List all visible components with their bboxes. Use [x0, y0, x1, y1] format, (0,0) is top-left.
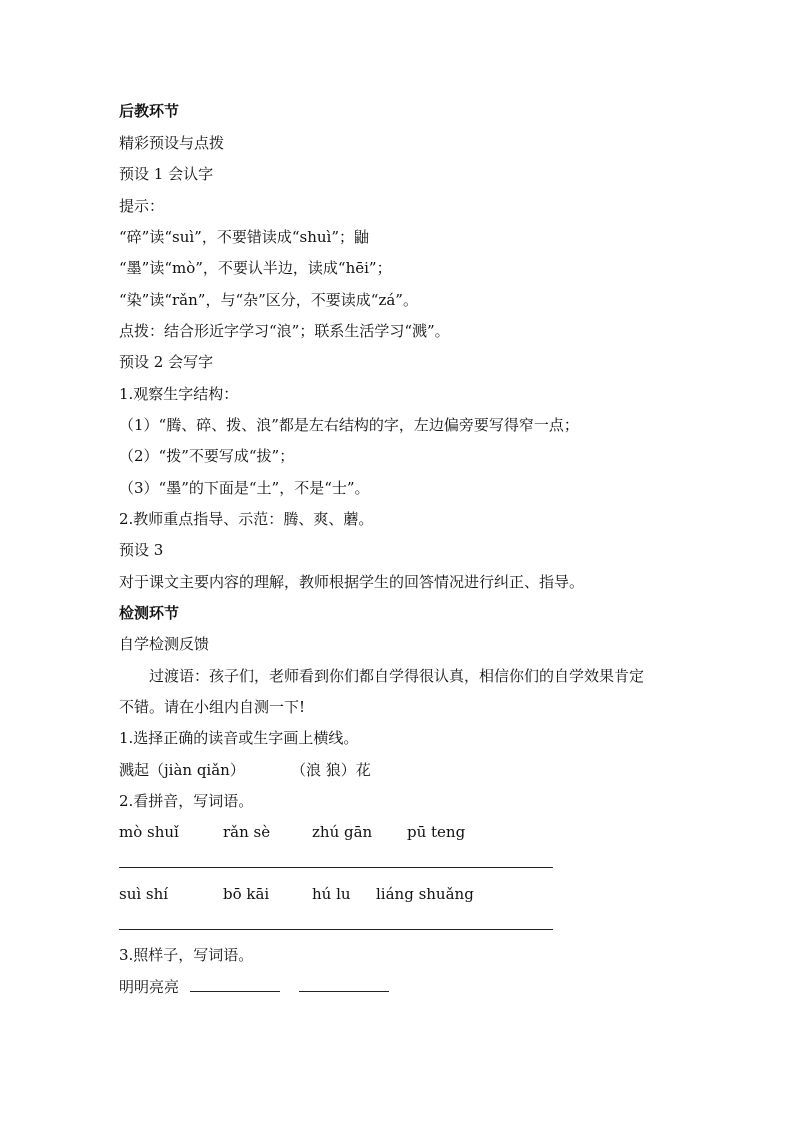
pinyin-word: bō kāi	[223, 885, 270, 903]
exercise-3-example	[119, 977, 389, 997]
structure-item-2: （2）“拨”不要写成“拔”；	[119, 447, 295, 465]
transition-text: 过渡语：孩子们，老师看到你们都自学得很认真，相信你们的自学效果肯定	[149, 667, 645, 685]
subheading-self-test: 自学检测反馈	[119, 635, 210, 653]
pinyin-word: hú lu	[312, 885, 351, 903]
hint-line-1: “碎”读“suì”，不要错读成“shuì”；鼬	[119, 228, 369, 246]
hint-line-3: “染”读“rǎn”，与“杂”区分，不要读成“zá”。	[119, 291, 418, 309]
structure-item-3: （3）“墨”的下面是“土”，不是“士”。	[119, 479, 370, 497]
example-word: 明明亮亮	[119, 978, 180, 996]
pinyin-row-2	[119, 884, 559, 904]
section-heading-teaching: 后教环节	[119, 102, 180, 120]
exercise-2-title: 2.看拼音，写词语。	[119, 792, 254, 810]
pinyin-word: suì shí	[119, 885, 169, 903]
exercise-3-title: 3.照样子，写词语。	[119, 946, 254, 964]
pinyin-word: liáng shuǎng	[376, 885, 474, 903]
preset-3-title: 预设 3	[119, 541, 164, 559]
preset-3-text: 对于课文主要内容的理解，教师根据学生的回答情况进行纠正、指导。	[119, 573, 585, 591]
preset-1-title: 预设 1 会认字	[119, 165, 214, 183]
structure-item-1: （1）“腾、碎、拨、浪”都是左右结构的字，左边偏旁要写得窄一点；	[119, 416, 579, 434]
pinyin-word: pū teng	[407, 823, 466, 841]
exercise-1-title: 1.选择正确的读音或生字画上横线。	[119, 729, 359, 747]
answer-blank-2[interactable]	[299, 977, 389, 992]
answer-line-2	[119, 929, 553, 930]
section-heading-testing: 检测环节	[119, 604, 180, 622]
exercise-1-item-a: 溅起（jiàn qiǎn）	[119, 761, 245, 779]
pinyin-word: mò shuǐ	[119, 823, 179, 841]
structure-heading: 1.观察生字结构：	[119, 385, 239, 403]
pinyin-word: zhú gān	[312, 823, 373, 841]
exercise-1-item-b: （浪 狼）花	[291, 761, 371, 779]
hint-line-2: “墨”读“mò”，不要认半边，读成“hēi”；	[119, 259, 392, 277]
transition-text-cont: 不错。请在小组内自测一下!	[119, 698, 306, 716]
teacher-guidance: 2.教师重点指导、示范：腾、爽、蘑。	[119, 510, 374, 528]
subheading-presets: 精彩预设与点拨	[119, 134, 225, 152]
hint-label: 提示：	[119, 197, 165, 215]
preset-2-title: 预设 2 会写字	[119, 353, 214, 371]
answer-line-1	[119, 867, 553, 868]
guidance-line: 点拨：结合形近字学习“浪”；联系生活学习“溅”。	[119, 322, 450, 340]
answer-blank-1[interactable]	[190, 977, 280, 992]
pinyin-word: rǎn sè	[223, 823, 271, 841]
pinyin-row-1	[119, 822, 559, 842]
